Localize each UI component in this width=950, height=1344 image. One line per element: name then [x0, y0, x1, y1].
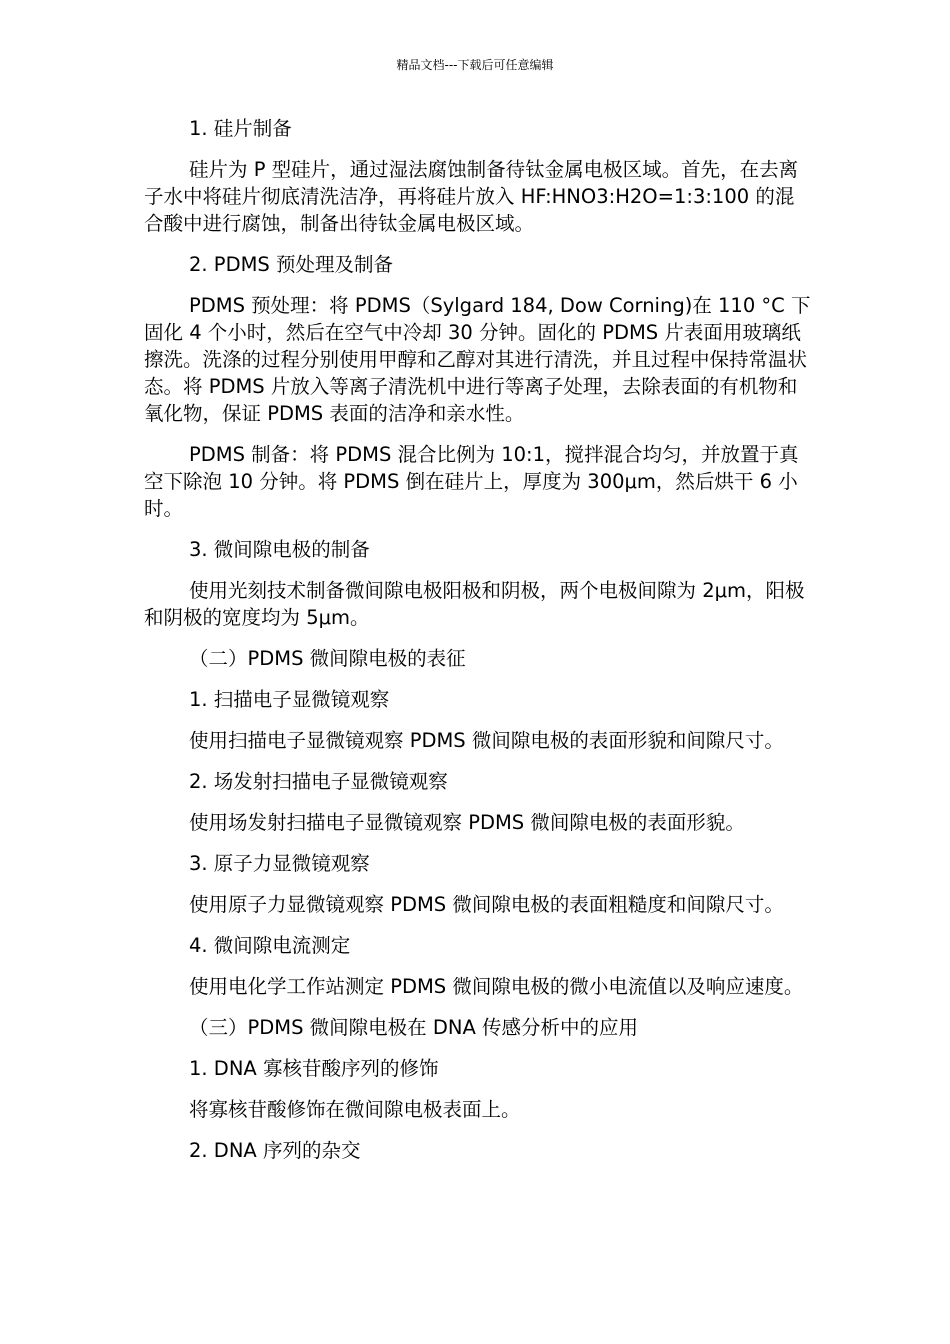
- section-heading-characterization: （二）PDMS 微间隙电极的表征: [189, 647, 466, 670]
- paragraph-pdms-preparation: PDMS 制备：将 PDMS 混合比例为 10:1，搅拌混合均匀，并放置于真空下除泡 10 分钟。将 PDMS 倒在硅片上，厚度为 300μm，然后烘干 6 小时。: [144, 443, 799, 520]
- paragraph-sem: 使用扫描电子显微镜观察 PDMS 微间隙电极的表面形貌和间隙尺寸。: [189, 729, 784, 752]
- heading-dna-modification: 1. DNA 寡核苷酸序列的修饰: [189, 1057, 439, 1080]
- paragraph-electrode-prep: 使用光刻技术制备微间隙电极阳极和阴极，两个电极间隙为 2μm，阳极和阴极的宽度均为 5μm。: [144, 579, 805, 629]
- heading-sem: 1. 扫描电子显微镜观察: [189, 688, 390, 711]
- paragraph-afm: 使用原子力显微镜观察 PDMS 微间隙电极的表面粗糙度和间隙尺寸。: [189, 893, 784, 916]
- paragraph-fesem: 使用场发射扫描电子显微镜观察 PDMS 微间隙电极的表面形貌。: [189, 811, 745, 834]
- heading-silicon-prep: 1. 硅片制备: [189, 117, 292, 140]
- heading-electrode-prep: 3. 微间隙电极的制备: [189, 538, 370, 561]
- heading-fesem: 2. 场发射扫描电子显微镜观察: [189, 770, 448, 793]
- document-body: [144, 115, 812, 1178]
- paragraph-current: 使用电化学工作站测定 PDMS 微间隙电极的微小电流值以及响应速度。: [189, 975, 804, 998]
- heading-dna-hybridization: 2. DNA 序列的杂交: [189, 1139, 361, 1162]
- paragraph-silicon-prep: 硅片为 P 型硅片，通过湿法腐蚀制备待钛金属电极区域。首先，在去离子水中将硅片彻底清洗洁净，再将硅片放入 HF:HNO3:H2O=1:3:100 的混合酸中进行腐蚀，制备出待钛金属电极区域。: [144, 158, 799, 235]
- heading-current: 4. 微间隙电流测定: [189, 934, 351, 957]
- heading-pdms-prep: 2. PDMS 预处理及制备: [189, 253, 393, 276]
- paragraph-pdms-pretreatment: PDMS 预处理：将 PDMS（Sylgard 184, Dow Corning)在 110 °C 下固化 4 个小时，然后在空气中冷却 30 分钟。固化的 PDMS 片表面用玻璃纸擦洗。洗涤的过程分别使用甲醇和乙醇对其进行清洗，并且过程中保持常温状态。将 PDMS 片放入等离子清洗机中进行等离子处理，去除表面的有机物和氧化物，保证 PDMS 表面的洁净和亲水性。: [144, 294, 811, 425]
- page-header: 精品文档---下载后可任意编辑: [396, 58, 554, 72]
- paragraph-dna-modification: 将寡核苷酸修饰在微间隙电极表面上。: [189, 1098, 521, 1121]
- section-heading-application: （三）PDMS 微间隙电极在 DNA 传感分析中的应用: [189, 1016, 639, 1039]
- heading-afm: 3. 原子力显微镜观察: [189, 852, 370, 875]
